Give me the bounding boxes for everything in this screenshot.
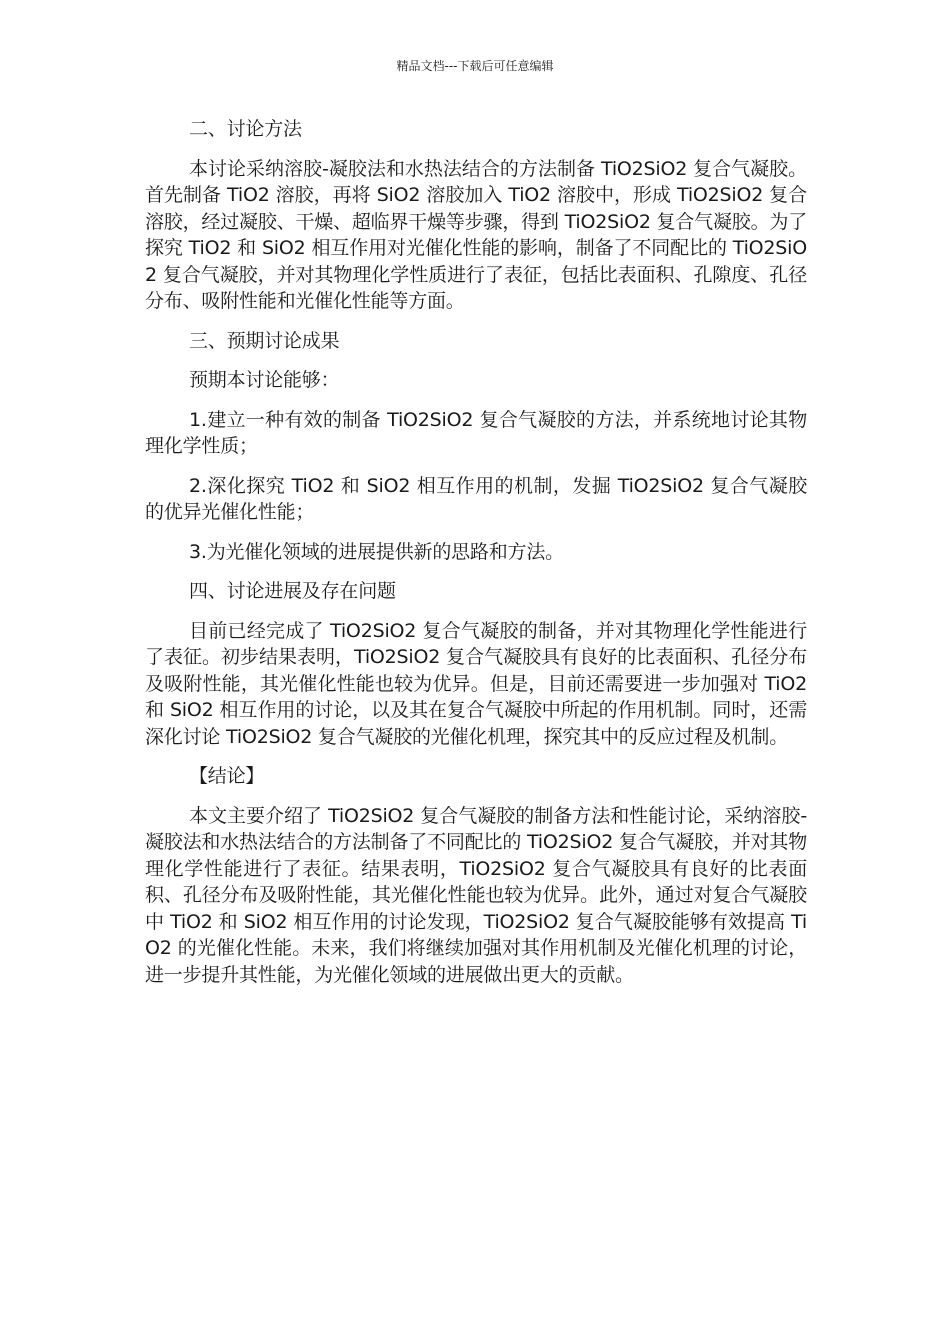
page-header: 精品文档---下载后可任意编辑 — [396, 59, 554, 73]
methods-paragraph: 本讨论采纳溶胶-凝胶法和水热法结合的方法制备 TiO2SiO2 复合气凝胶。首先制备 TiO2 溶胶，再将 SiO2 溶胶加入 TiO2 溶胶中，形成 TiO2SiO2 复合溶胶，经过凝胶、干燥、超临界干燥等步骤，得到 TiO2SiO2 复合气凝胶。为了探究 TiO2 和 SiO2 相互作用对光催化性能的影响，制备了不同配比的 TiO2SiO2 复合气凝胶，并对其物理化学性质进行了表征，包括比表面积、孔隙度、孔径分布、吸附性能和光催化性能等方面。 — [145, 157, 807, 312]
section-heading-methods: 二、讨论方法 — [189, 118, 302, 140]
expected-result-item-2: 2.深化探究 TiO2 和 SiO2 相互作用的机制，发掘 TiO2SiO2 复合气凝胶的优异光催化性能； — [145, 474, 807, 523]
conclusion-paragraph: 本文主要介绍了 TiO2SiO2 复合气凝胶的制备方法和性能讨论，采纳溶胶-凝胶法和水热法结合的方法制备了不同配比的 TiO2SiO2 复合气凝胶，并对其物理化学性能进行了表征。结果表明，TiO2SiO2 复合气凝胶具有良好的比表面积、孔径分布及吸附性能，其光催化性能也较为优异。此外，通过对复合气凝胶中 TiO2 和 SiO2 相互作用的讨论发现，TiO2SiO2 复合气凝胶能够有效提高 TiO2 的光催化性能。未来，我们将继续加强对其作用机制及光催化机理的讨论，进一步提升其性能，为光催化领域的进展做出更大的贡献。 — [145, 804, 807, 986]
expected-result-item-1: 1.建立一种有效的制备 TiO2SiO2 复合气凝胶的方法，并系统地讨论其物理化学性质； — [145, 408, 807, 457]
section-heading-expected-results: 三、预期讨论成果 — [189, 329, 340, 352]
expected-result-item-3: 3.为光催化领域的进展提供新的思路和方法。 — [189, 540, 564, 563]
section-heading-progress: 四、讨论进展及存在问题 — [189, 580, 396, 602]
document-body — [145, 116, 807, 1001]
progress-paragraph: 目前已经完成了 TiO2SiO2 复合气凝胶的制备，并对其物理化学性能进行了表征。初步结果表明，TiO2SiO2 复合气凝胶具有良好的比表面积、孔径分布及吸附性能，其光催化性能也较为优异。但是，目前还需要进一步加强对 TiO2 和 SiO2 相互作用的讨论，以及其在复合气凝胶中所起的作用机制。同时，还需深化讨论 TiO2SiO2 复合气凝胶的光催化机理，探究其中的反应过程及机制。 — [145, 619, 807, 748]
expected-results-intro: 预期本讨论能够： — [189, 369, 340, 391]
section-heading-conclusion: 【结论】 — [189, 765, 265, 787]
